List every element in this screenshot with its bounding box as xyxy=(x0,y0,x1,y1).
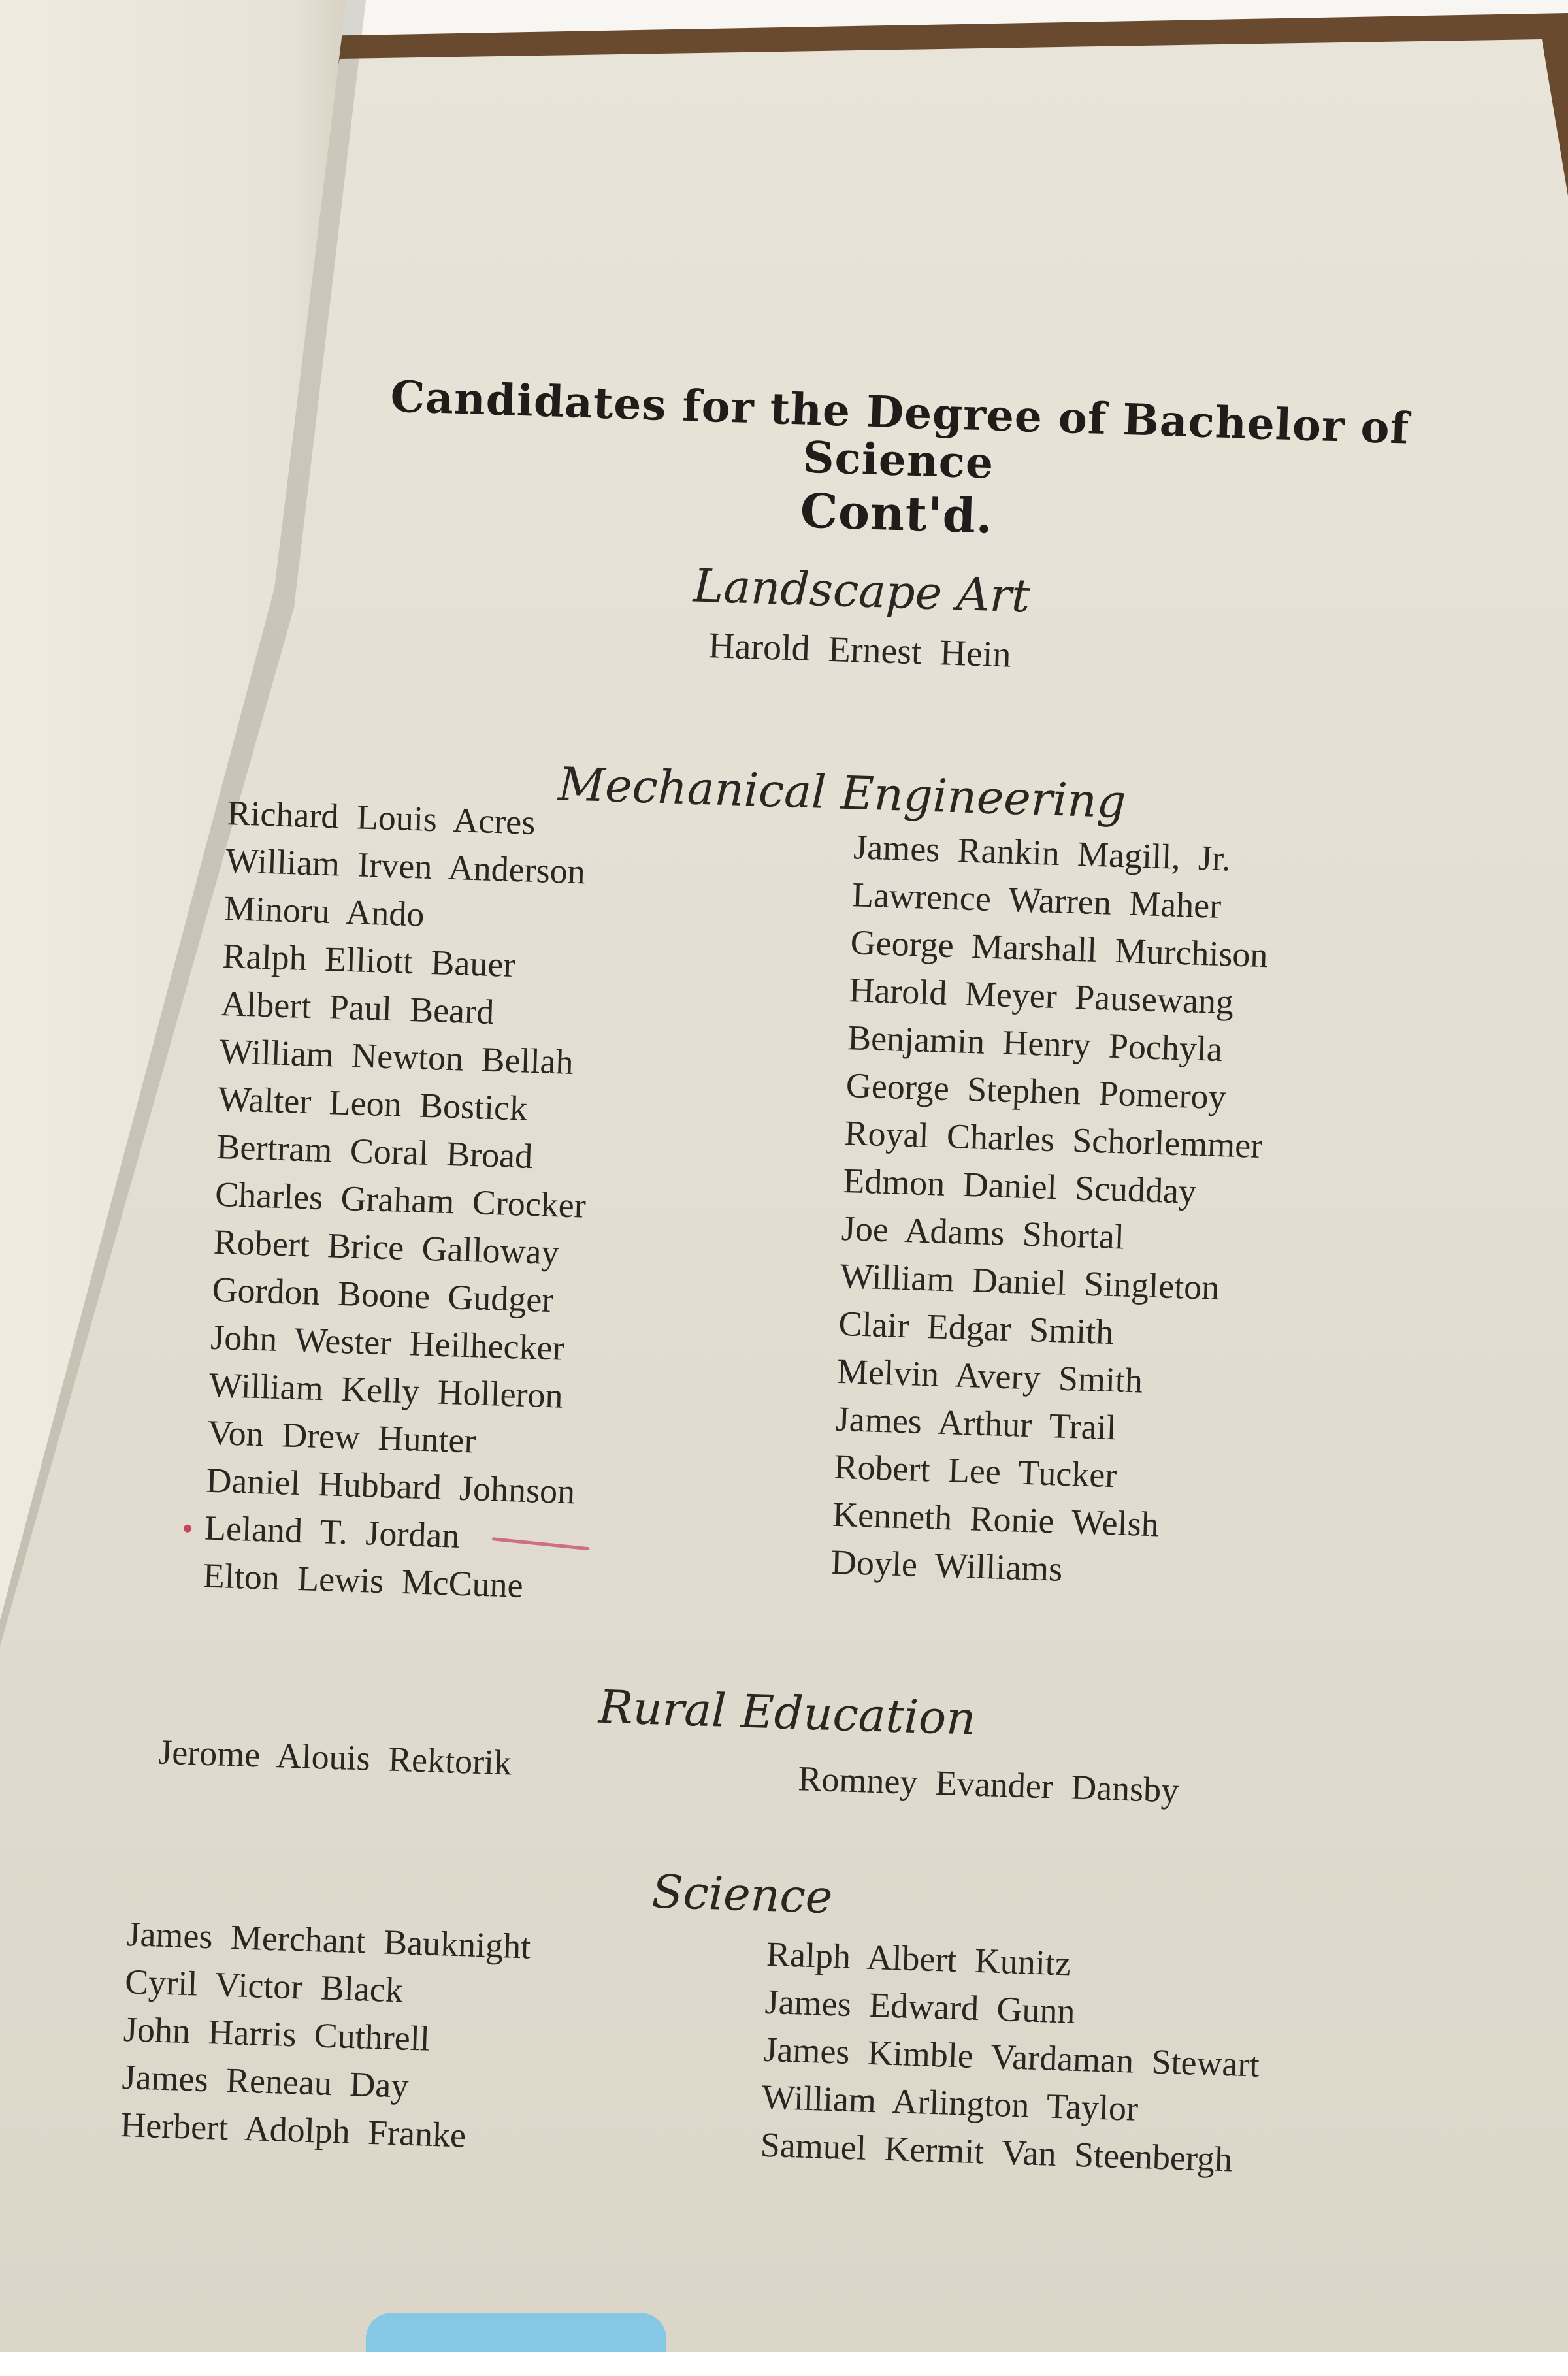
list-item: Doyle Williams xyxy=(830,1542,1064,1589)
list-item: Robert Brice Galloway xyxy=(213,1222,560,1273)
list-item: Jerome Alouis Rektorik xyxy=(157,1732,513,1783)
list-item: James Arthur Trail xyxy=(834,1399,1117,1448)
list-item: James Merchant Bauknight xyxy=(125,1914,532,1966)
page-heading xyxy=(289,370,1508,559)
section-title-science: Science xyxy=(651,1864,834,1925)
list-item: Charles Graham Crocker xyxy=(214,1174,587,1226)
list-item: William Daniel Singleton xyxy=(839,1256,1220,1308)
heading-line-2: Cont'd. xyxy=(799,482,994,544)
landscape-art-name: Harold Ernest Hein xyxy=(708,625,1012,675)
list-item: Romney Evander Dansby xyxy=(797,1759,1180,1810)
list-item: William Kelly Holleron xyxy=(208,1365,564,1416)
list-item: George Marshall Murchison xyxy=(849,922,1269,975)
list-item: Benjamin Henry Pochyla xyxy=(847,1018,1223,1069)
list-item: Robert Lee Tucker xyxy=(833,1446,1118,1495)
section-title-rural-education: Rural Education xyxy=(597,1680,977,1746)
pencil-tick-mark xyxy=(184,1525,191,1533)
list-item: James Reneau Day xyxy=(121,2057,410,2106)
list-item: Kenneth Ronie Welsh xyxy=(832,1494,1160,1544)
list-item: Albert Paul Beard xyxy=(220,983,495,1032)
list-item: James Edward Gunn xyxy=(764,1981,1076,2031)
heading-line-1: Candidates for the Degree of Bachelor of Science xyxy=(389,370,1411,489)
list-item: Melvin Avery Smith xyxy=(836,1351,1143,1401)
list-item: Edmon Daniel Scudday xyxy=(842,1161,1197,1211)
list-item: Walter Leon Bostick xyxy=(217,1079,529,1128)
list-item: James Kimble Vardaman Stewart xyxy=(762,2029,1260,2085)
section-title-landscape-art: Landscape Art xyxy=(692,559,1031,623)
list-item: Samuel Kermit Van Steenbergh xyxy=(760,2124,1233,2179)
list-item: Clair Edgar Smith xyxy=(838,1303,1115,1352)
list-item: Daniel Hubbard Johnson xyxy=(205,1460,576,1512)
list-item: William Irven Anderson xyxy=(225,841,586,892)
pencil-underline-mark xyxy=(492,1537,590,1550)
list-item: Herbert Adolph Franke xyxy=(120,2104,467,2155)
list-item: Ralph Albert Kunitz xyxy=(766,1934,1071,1983)
list-item: Cyril Victor Black xyxy=(124,1962,404,2010)
list-item: Elton Lewis McCune xyxy=(202,1555,524,1605)
list-item: Gordon Boone Gudger xyxy=(211,1269,555,1320)
list-item: William Arlington Taylor xyxy=(761,2077,1139,2128)
list-item: John Wester Heilhecker xyxy=(210,1317,565,1368)
list-item: George Stephen Pomeroy xyxy=(845,1066,1227,1117)
list-item: Harold Meyer Pausewang xyxy=(848,970,1235,1022)
list-item: Royal Charles Schorlemmer xyxy=(843,1113,1264,1166)
list-item: James Rankin Magill, Jr. xyxy=(853,827,1232,879)
list-item: Von Drew Hunter xyxy=(206,1412,477,1461)
list-item: William Newton Bellah xyxy=(219,1031,574,1082)
list-item: Ralph Elliott Bauer xyxy=(221,936,516,985)
list-item: Lawrence Warren Maher xyxy=(851,875,1222,926)
section-title-mechanical-engineering: Mechanical Engineering xyxy=(557,757,1127,829)
list-item: Joe Adams Shortal xyxy=(841,1208,1125,1257)
list-item: Bertram Coral Broad xyxy=(216,1126,534,1177)
list-item: Richard Louis Acres xyxy=(226,793,536,842)
list-item: Leland T. Jordan xyxy=(204,1508,461,1555)
list-item: John Harris Cuthrell xyxy=(123,2010,431,2059)
list-item: Minoru Ando xyxy=(223,888,425,934)
